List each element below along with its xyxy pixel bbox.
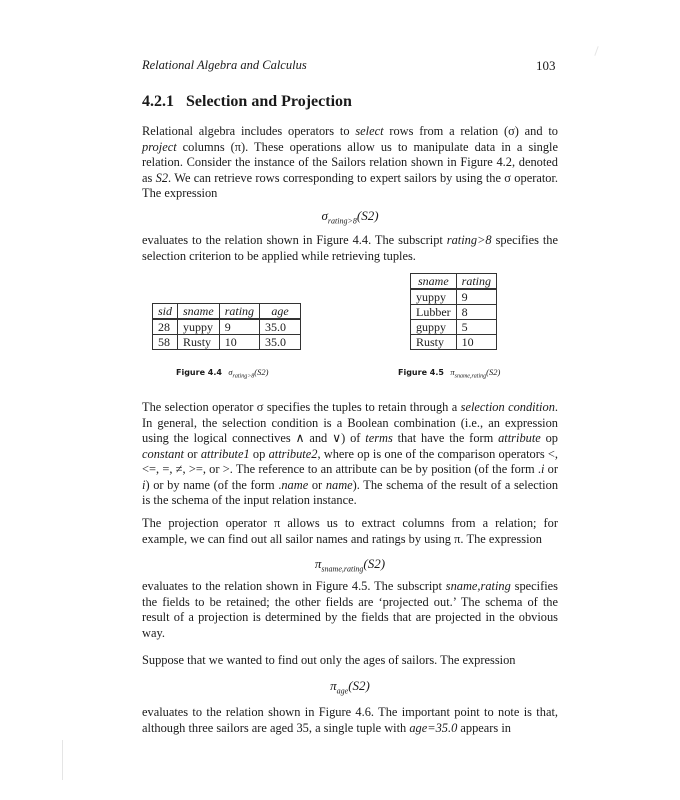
paragraph-intro: Relational algebra includes operators to select rows from a relation (σ) and to project columns (π). These operations allow us to manipulate data in a single relation. Consider the instance of the Sailors relation shown in Figure 4.2, denoted as S2. We can retrieve rows corresponding to expert sailors by using the σ operator. The expression [142,124,559,200]
figure-4-4-caption: Figure 4.4 $\sigma_{rating>8}(S2)$ [176,367,269,380]
paragraph-select-result: evaluates to the relation shown in Figure 4.4. The subscript rating>8 specifies the selection criterion to be applied while retrieving tuples. [142,233,558,263]
paragraph-age-result: evaluates to the relation shown in Figure 4.6. The important point to note is that, although three sailors are aged 35, a single tuple with age=35.0 appears in [142,705,558,735]
table-row: Rusty 10 [411,335,497,350]
paragraph-project-result: evaluates to the relation shown in Figure 4.5. The subscript sname,rating specifies the fields to be retained; the other fields are ‘projected out.’ The schema of the result of a projection is determined by the fields that are projected in the obvious way. [142,579,558,640]
table-row: Lubber 8 [411,305,497,320]
paragraph-projection: The projection operator π allows us to extract columns from a relation; for example, we can find out all sailor names and ratings by using π. The expression [142,516,558,546]
table-row: 58 Rusty 10 35.0 [153,335,301,350]
column-header: age [260,304,301,320]
figure-4-5-caption: Figure 4.5 $\pi_{sname,rating}(S2)$ [398,367,501,380]
paragraph-ages: Suppose that we wanted to find out only the ages of sailors. The expression [142,653,516,667]
paragraph-selection-condition: The selection operator σ specifies the tuples to retain through a selection condition. In general, the selection condition is a Boolean combination (i.e., an expression using the logical connectives ∧ and ∨) of terms that have the form attribute op constant or attribute1 op attribute2, where op is one of the comparison operators <, <=, =, ≠, >=, or >. The reference to an attribute can be by position (of the form .i or i) or by name (of the form .name or name). The schema of the result of a selection is the schema of the input relation instance. [142,400,559,507]
column-header: sid [153,304,178,320]
expression-project-age: $\pi_{age}(S2)$ [330,678,370,696]
scan-mark [594,46,598,56]
section-heading [142,93,352,111]
column-header: rating [456,274,496,290]
expression-select: $\sigma_{rating>8}(S2)$ [321,208,379,226]
expression-project: $\pi_{sname,rating}(S2)$ [314,556,386,574]
page-number: 103 [536,58,556,73]
column-header: rating [219,304,259,320]
table-row: 28 yuppy 9 35.0 [153,319,301,335]
figure-4-4-table [152,303,301,350]
scan-mark [62,740,63,780]
running-title: Relational Algebra and Calculus [142,58,307,72]
section-title: Selection and Projection [186,93,352,110]
column-header: sname [178,304,220,320]
section-number: 4.2.1 [142,93,174,110]
figure-4-5-table [410,273,497,350]
table-row: guppy 5 [411,320,497,335]
table-row: yuppy 9 [411,289,497,305]
column-header: sname [411,274,457,290]
